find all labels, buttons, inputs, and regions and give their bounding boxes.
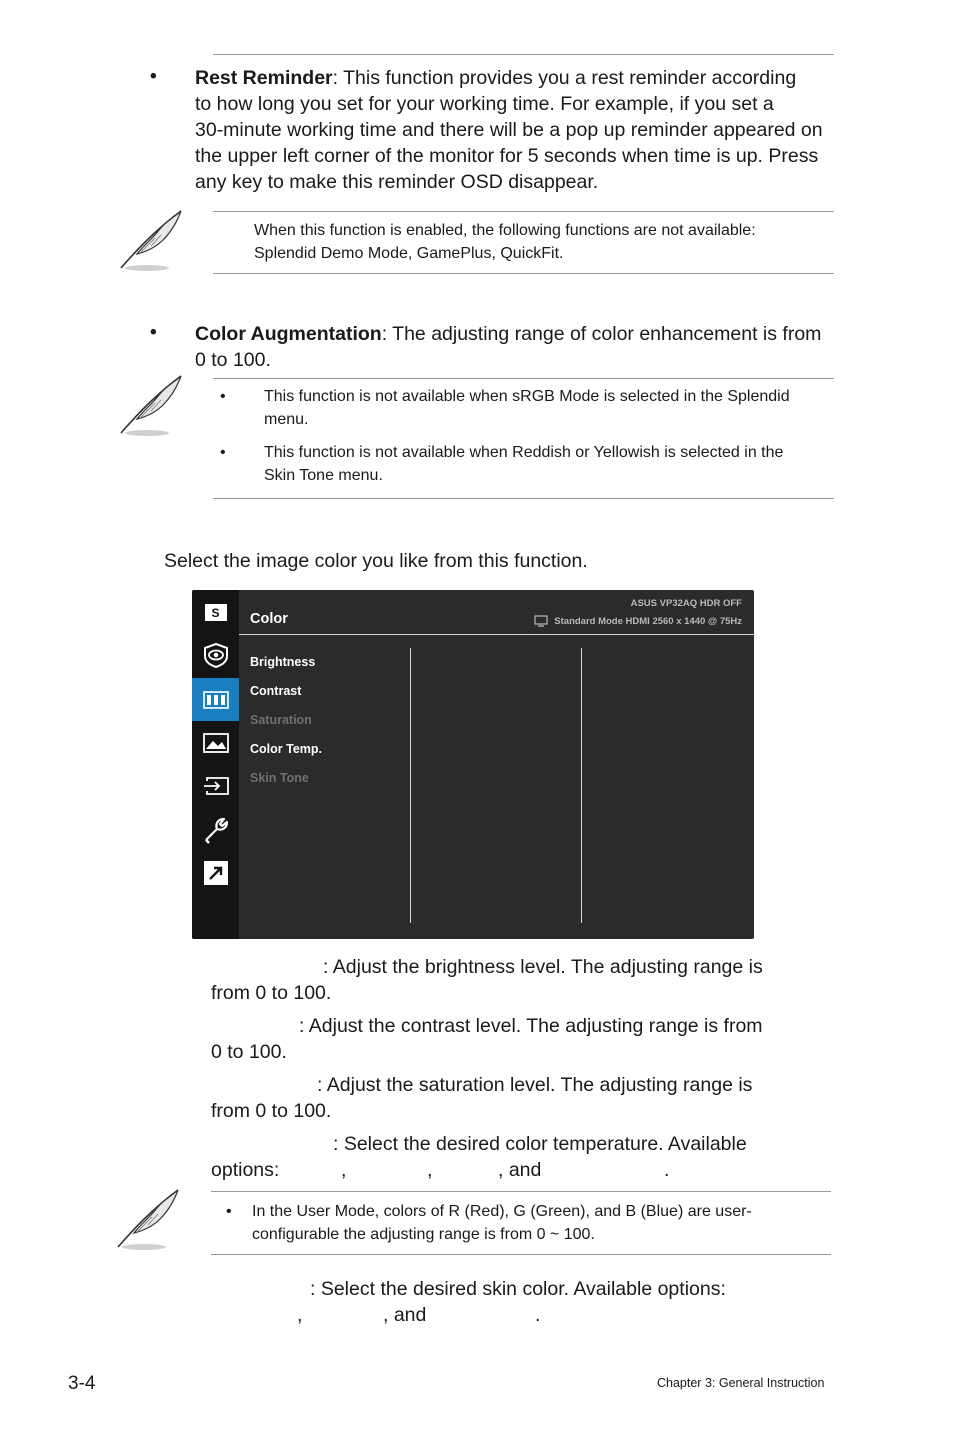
note2-item — [264, 441, 839, 487]
note3-line: In the User Mode, colors of R (Red), G (Green), and B (Blue) are user- — [252, 1203, 752, 1220]
saturation-desc — [211, 1072, 851, 1124]
contrast-desc — [211, 1013, 851, 1065]
note3-line: configurable the adjusting range is from 0 ~ 100. — [252, 1226, 595, 1243]
osd-color-menu — [192, 590, 754, 939]
chapter-title: Chapter 3: General Instruction — [657, 1376, 825, 1390]
osd-header-divider — [239, 634, 754, 635]
note2-line: menu. — [264, 411, 309, 428]
osd-title: Color — [250, 611, 288, 627]
feather-pen-icon — [112, 1187, 184, 1253]
color-temp-sep: , — [427, 1159, 433, 1181]
osd-item-saturation[interactable]: Saturation — [250, 713, 312, 727]
note2-line: This function is not available when sRGB Mode is selected in the Splendid — [264, 388, 790, 405]
saturation-desc-line: from 0 to 100. — [211, 1100, 332, 1122]
image-icon[interactable] — [192, 721, 239, 764]
note-rule — [213, 273, 834, 274]
note1-line: Splendid Demo Mode, GamePlus, QuickFit. — [254, 245, 564, 262]
brightness-desc — [211, 954, 851, 1006]
color-temp-options-label: options: — [211, 1159, 280, 1181]
rest-reminder-bullet: • — [150, 66, 157, 87]
feather-pen-icon — [115, 208, 187, 274]
rest-reminder-line: 30-minute working time and there will be a pop up reminder appeared on — [195, 119, 823, 141]
color-aug-bullet: • — [150, 322, 157, 343]
note2-line: This function is not available when Reddish or Yellowish is selected in the — [264, 444, 784, 461]
color-temp-desc — [211, 1131, 851, 1183]
osd-column-divider — [410, 648, 411, 923]
note-rule — [213, 211, 834, 212]
osd-sidebar — [192, 590, 239, 939]
rest-reminder-paragraph — [195, 65, 835, 195]
eye-icon[interactable] — [192, 633, 239, 676]
intro-text: Select the image color you like from this function. — [164, 550, 588, 572]
input-icon[interactable] — [192, 764, 239, 807]
note2-bullet: • — [220, 444, 226, 461]
color-temp-desc-line: : Select the desired color temperature. Available — [333, 1133, 747, 1155]
skin-tone-period: . — [535, 1304, 541, 1326]
color-aug-paragraph — [195, 321, 835, 373]
osd-item-contrast[interactable]: Contrast — [250, 684, 302, 698]
splendid-letter: S — [205, 604, 227, 621]
rest-reminder-line: any key to make this reminder OSD disappear. — [195, 171, 599, 193]
note2-line: Skin Tone menu. — [264, 467, 383, 484]
note2-bullet: • — [220, 388, 226, 405]
osd-mode-text: Standard Mode HDMI 2560 x 1440 @ 75Hz — [554, 615, 742, 627]
splendid-icon[interactable] — [192, 590, 239, 633]
color-aug-term: Color Augmentation — [195, 323, 382, 345]
color-temp-sep: , and — [498, 1159, 542, 1181]
skin-tone-sep: , and — [383, 1304, 427, 1326]
osd-item-brightness[interactable]: Brightness — [250, 655, 316, 669]
osd-item-color-temp[interactable]: Color Temp. — [250, 742, 322, 756]
color-temp-sep: , — [341, 1159, 347, 1181]
osd-model-info: ASUS VP32AQ HDR OFF — [630, 598, 742, 609]
skin-tone-desc — [211, 1276, 851, 1328]
note1-line: When this function is enabled, the following functions are not available: — [254, 222, 756, 239]
note3-bullet: • — [226, 1203, 232, 1220]
note-rule — [213, 378, 834, 379]
osd-mode-info — [534, 615, 742, 627]
brightness-desc-line: : Adjust the brightness level. The adjusting range is — [323, 956, 763, 978]
color-bars-icon[interactable] — [192, 678, 239, 721]
rest-reminder-line: : This function provides you a rest reminder according — [332, 67, 797, 89]
feather-pen-icon — [115, 373, 187, 439]
note-rule — [213, 498, 834, 499]
wrench-icon[interactable] — [192, 808, 239, 851]
saturation-desc-line: : Adjust the saturation level. The adjusting range is — [317, 1074, 753, 1096]
brightness-desc-line: from 0 to 100. — [211, 982, 332, 1004]
note-rule — [211, 1191, 831, 1192]
color-aug-line: : The adjusting range of color enhancement is from — [381, 323, 822, 345]
skin-tone-desc-line: : Select the desired skin color. Available options: — [310, 1278, 726, 1300]
osd-item-skin-tone[interactable]: Skin Tone — [250, 771, 309, 785]
rest-reminder-line: to how long you set for your working time. For example, if you set a — [195, 93, 774, 115]
color-aug-line: 0 to 100. — [195, 349, 271, 371]
rest-reminder-line: the upper left corner of the monitor for 5 seconds when time is up. Press — [195, 145, 819, 167]
note2-item — [264, 385, 839, 431]
shortcut-icon[interactable] — [192, 851, 239, 894]
page-number: 3-4 — [68, 1373, 96, 1394]
skin-tone-sep: , — [297, 1304, 303, 1326]
contrast-desc-line: : Adjust the contrast level. The adjusting range is from — [299, 1015, 763, 1037]
note3-text — [252, 1200, 832, 1246]
top-rule — [213, 54, 834, 55]
osd-column-divider — [581, 648, 582, 923]
note1-text — [254, 219, 834, 265]
contrast-desc-line: 0 to 100. — [211, 1041, 287, 1063]
monitor-icon — [534, 615, 548, 627]
note-rule — [211, 1254, 831, 1255]
rest-reminder-term: Rest Reminder — [195, 67, 333, 89]
color-temp-period: . — [664, 1159, 670, 1181]
